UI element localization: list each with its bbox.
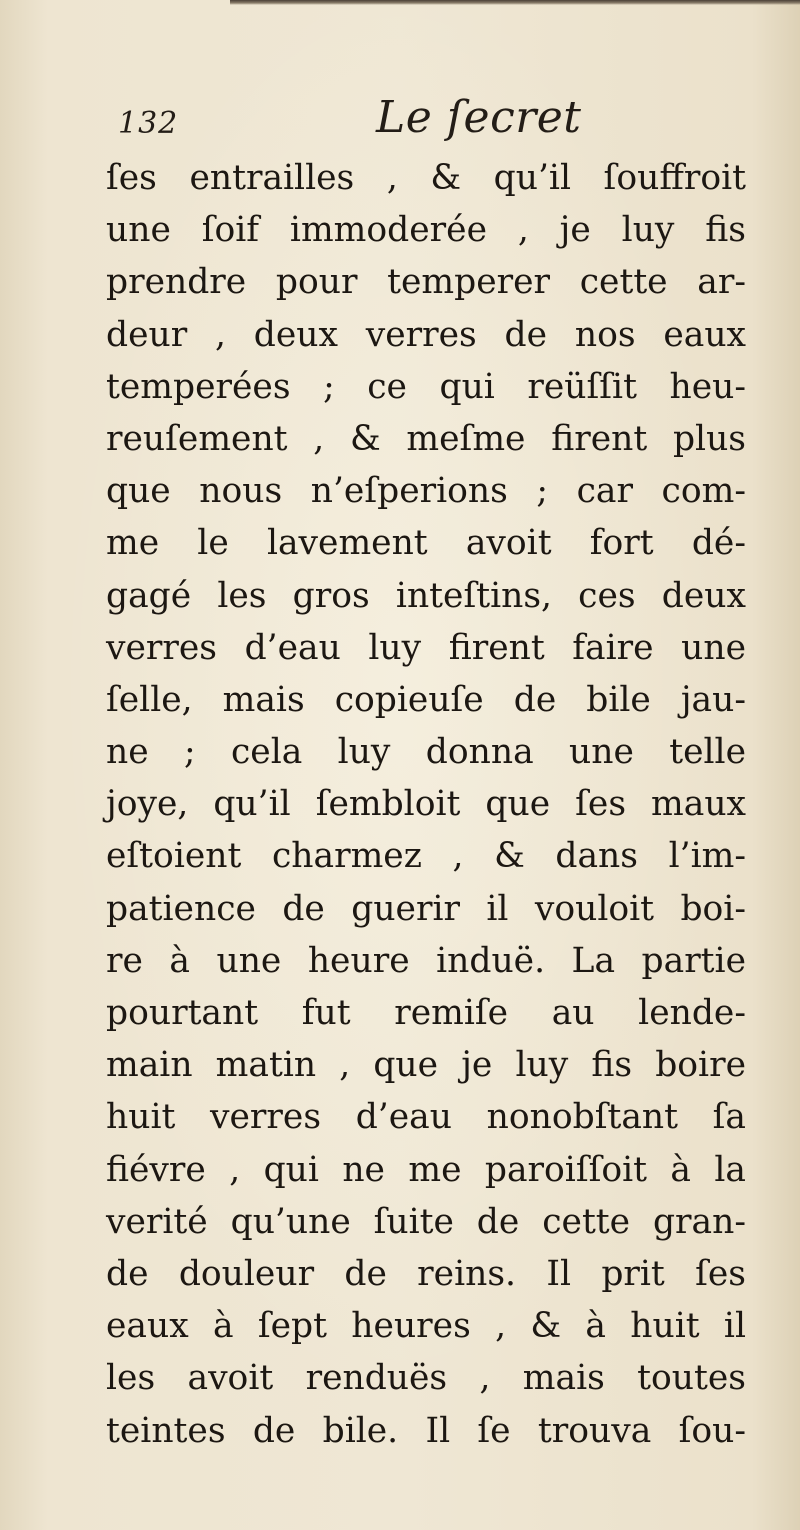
text-line: de douleur de reins. Il prit ſes [106, 1253, 746, 1294]
text-line: patience de guerir il vouloit boi- [106, 888, 746, 929]
text-line: temperées ; ce qui reüſſit heu- [106, 366, 746, 407]
text-line: que nous n’eſperions ; car com- [106, 471, 746, 512]
text-line: fiévre , qui ne me paroiſſoit à la [106, 1149, 746, 1190]
text-line: huit verres d’eau nonobſtant ſa [106, 1097, 746, 1138]
page-top-edge [230, 0, 800, 5]
running-title: Le ſecret [376, 92, 582, 143]
text-line: deur , deux verres de nos eaux [106, 314, 746, 355]
text-line: prendre pour temperer cette ar- [106, 262, 746, 303]
text-line: ne ; cela luy donna une telle [106, 732, 746, 773]
text-line: joye, qu’il ſembloit que ſes maux [106, 784, 746, 825]
text-line: pourtant fut remiſe au lende- [106, 993, 746, 1033]
text-line: ſes entrailles , & qu’il ſouffroit [106, 158, 746, 198]
text-line: re à une heure induë. La partie [106, 940, 746, 981]
text-line: eſtoient charmez , & dans l’im- [106, 836, 746, 877]
text-line: une ſoif immoderée , je luy fis [106, 210, 746, 251]
page-number: 132 [118, 106, 179, 141]
text-line: reuſement , & meſme firent plus [106, 418, 746, 459]
body-text [106, 152, 746, 1457]
text-line: gagé les gros inteſtins, ces deux [106, 575, 746, 616]
text-line: verres d’eau luy firent faire une [106, 627, 746, 668]
text-line: verité qu’une ſuite de cette gran- [106, 1201, 746, 1242]
text-line: les avoit renduës , mais toutes [106, 1358, 746, 1399]
text-line: main matin , que je luy fis boire [106, 1045, 746, 1086]
page-header [0, 92, 800, 152]
text-line: me le lavement avoit fort dé- [106, 523, 746, 564]
text-line: teintes de bile. Il ſe trouva ſou- [106, 1410, 746, 1451]
text-line: eaux à ſept heures , & à huit il [106, 1306, 746, 1347]
text-line: ſelle, mais copieuſe de bile jau- [106, 679, 746, 720]
